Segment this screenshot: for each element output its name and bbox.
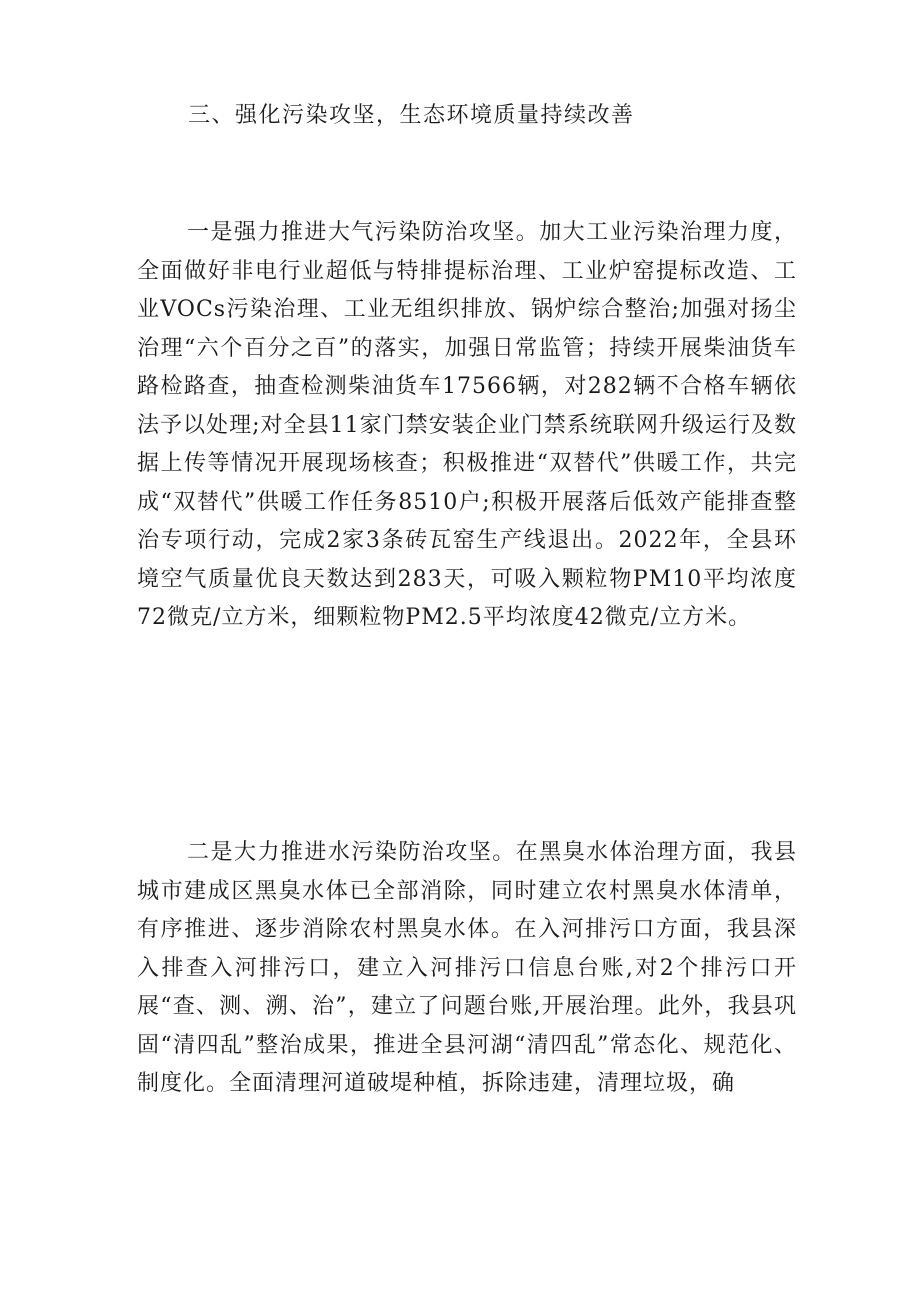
paragraph-water-pollution: 二是大力推进水污染防治攻坚。在黑臭水体治理方面，我县城市建成区黑臭水体已全部消除，同时建立农村黑臭水体清单，有序推进、逐步消除农村黑臭水体。在入河排污口方面，我县深入排查入河排污口，建立入河排污口信息台账,对2个排污口开展“查、测、溯、治”，建立了问题台账,开展治理。此外，我县巩固“清四乱”整治成果，推进全县河湖“清四乱”常态化、规范化、制度化。全面清理河道破堤种植，拆除违建，清理垃圾，确 [137, 840, 797, 1096]
section-heading: 三、强化污染攻坚，生态环境质量持续改善 [188, 103, 635, 128]
paragraph-air-pollution: 一是强力推进大气污染防治攻坚。加大工业污染治理力度，全面做好非电行业超低与特排提标治理、工业炉窑提标改造、工业VOCs污染治理、工业无组织排放、锅炉综合整治;加强对扬尘治理“六个百分之百”的落实，加强日常监管；持续开展柴油货车路检路查，抽查检测柴油货车17566辆，对282辆不合格车辆依法予以处理;对全县11家门禁安装企业门禁系统联网升级运行及数据上传等情况开展现场核查；积极推进“双替代”供暖工作，共完成“双替代”供暖工作任务8510户;积极开展落后低效产能排查整治专项行动，完成2家3条砖瓦窑生产线退出。2022年，全县环境空气质量优良天数达到283天，可吸入颗粒物PM10平均浓度72微克/立方米，细颗粒物PM2.5平均浓度42微克/立方米。 [137, 220, 797, 630]
